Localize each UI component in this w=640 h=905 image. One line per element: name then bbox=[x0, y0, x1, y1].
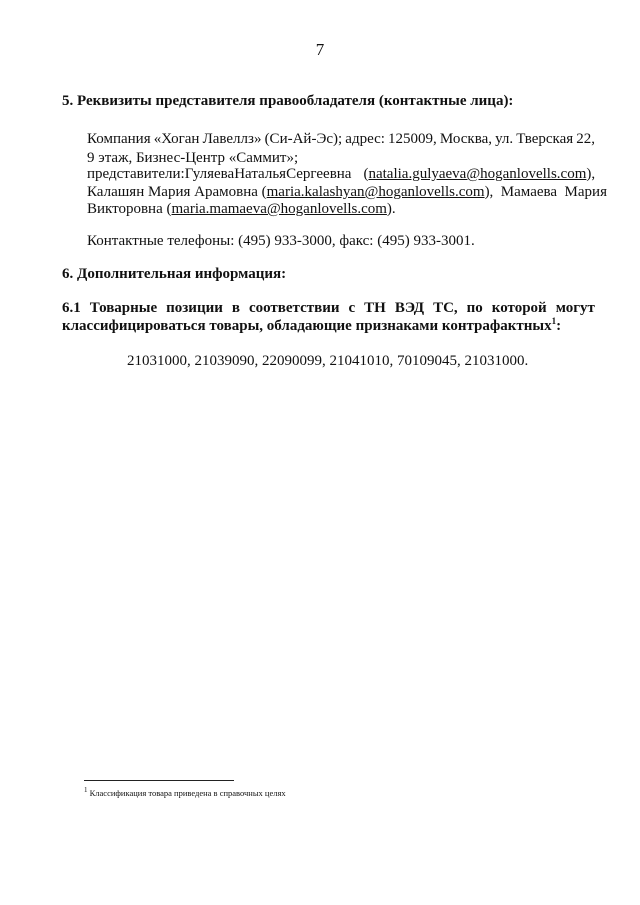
word: с bbox=[348, 300, 356, 316]
word: по bbox=[466, 300, 483, 316]
email-link-kalashyan[interactable]: maria.kalashyan@hoganlovells.com bbox=[266, 184, 485, 200]
rep-name: Викторовна ( bbox=[87, 201, 172, 217]
punctuation: ), bbox=[586, 166, 596, 182]
word: Москва, bbox=[439, 131, 492, 147]
footnote-divider bbox=[84, 780, 234, 781]
word: Сергеевна bbox=[286, 166, 352, 182]
company-line-2: 9 этаж, Бизнес-Центр «Саммит»; bbox=[87, 150, 299, 166]
word: Гуляева bbox=[184, 166, 235, 182]
footnote-text: Классификация товара приведена в справочных целях bbox=[89, 788, 286, 798]
rep-name: ), Мамаева Мария bbox=[484, 184, 607, 200]
word: Наталья bbox=[234, 166, 287, 182]
footnote-reference[interactable]: 1 bbox=[551, 316, 557, 326]
representatives-line-3 bbox=[87, 201, 396, 218]
email-link-gulyaeva[interactable]: natalia.gulyaeva@hoganlovells.com bbox=[368, 166, 587, 182]
punctuation: : bbox=[556, 318, 562, 334]
word: ТС, bbox=[433, 300, 458, 316]
rep-name: Калашян Мария Арамовна ( bbox=[87, 184, 267, 200]
word: ул. bbox=[495, 131, 514, 147]
word: (Си-Ай-Эс); bbox=[264, 131, 343, 147]
punctuation: ). bbox=[386, 201, 396, 217]
word: соответствии bbox=[248, 300, 340, 316]
word: Тверская bbox=[516, 131, 574, 147]
word: 6.1 bbox=[62, 300, 81, 316]
subsection-6-1-line-2 bbox=[62, 318, 561, 335]
word: адрес: bbox=[345, 131, 385, 147]
footnote-mark: 1 bbox=[84, 786, 88, 795]
company-line-1 bbox=[87, 131, 595, 148]
word: Товарные bbox=[89, 300, 158, 316]
word: представители: bbox=[87, 166, 185, 182]
contact-phones: Контактные телефоны: (495) 933-3000, факс: (495) 933-3001. bbox=[87, 233, 475, 249]
representatives-line-2 bbox=[87, 184, 607, 201]
email-link-mamaeva[interactable]: maria.mamaeva@hoganlovells.com bbox=[171, 201, 387, 217]
word: ТН bbox=[364, 300, 386, 316]
word: в bbox=[231, 300, 240, 316]
word: которой bbox=[491, 300, 547, 316]
representatives-line-1: представители: Гуляева Наталья Сергеевна (natalia.gulyaeva@hoganlovells.com), bbox=[87, 166, 596, 182]
word: ВЭД bbox=[394, 300, 425, 316]
section-5-heading: 5. Реквизиты представителя правообладателя (контактные лица): bbox=[62, 93, 514, 109]
subsection-6-1-line-1 bbox=[62, 300, 595, 317]
word: 125009, bbox=[388, 131, 437, 147]
subsection-text: классифицироваться товары, обладающие признаками контрафактных bbox=[62, 318, 552, 334]
section-6-heading: 6. Дополнительная информация: bbox=[62, 266, 287, 282]
tariff-codes: 21031000, 21039090, 22090099, 21041010, 70109045, 21031000. bbox=[127, 353, 529, 369]
page-number: 7 bbox=[315, 40, 325, 59]
word: Лавеллз» bbox=[202, 131, 262, 147]
word: Компания bbox=[87, 131, 151, 147]
word: «Хоган bbox=[153, 131, 200, 147]
footnote bbox=[84, 788, 286, 798]
word: могут bbox=[555, 300, 595, 316]
word: позиции bbox=[166, 300, 223, 316]
word: 22, bbox=[576, 131, 595, 147]
